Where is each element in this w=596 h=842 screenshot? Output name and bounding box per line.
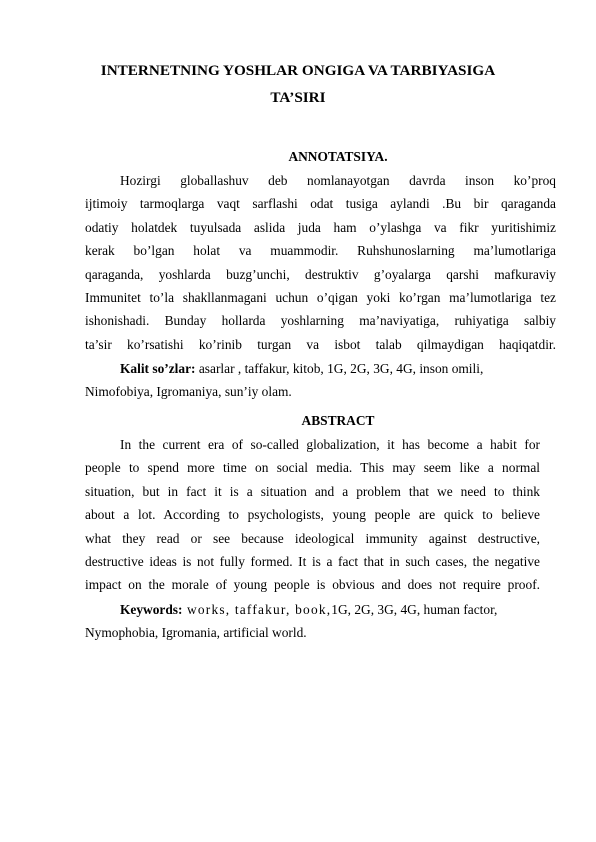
abstract-line: people to spend more time on social media. This may seem like a normal <box>85 460 540 476</box>
keywords-label-en: Keywords: <box>120 602 183 617</box>
abstract-line: situation, but in fact it is a situation and a problem that we need to think <box>85 483 540 499</box>
abstract-line: destructive ideas is not fully formed. It is a fact that in such cases, the negative <box>85 554 540 570</box>
annotation-line: Hozirgi globallashuv deb nomlanayotgan davrda inson ko’proq <box>120 173 556 188</box>
keywords-list-en: 1G, 2G, 3G, 4G, human factor, <box>331 602 498 617</box>
title-line-2: TA’SIRI <box>270 89 326 106</box>
abstract-line: what they read or see because ideological immunity against destructive, <box>85 530 540 546</box>
keywords-label-uz: Kalit so’zlar: <box>120 361 196 376</box>
abstract-heading: ABSTRACT <box>301 413 375 428</box>
annotation-line: qaraganda, yoshlarda buzg’unchi, destruktiv g’oyalarga qarshi mafkuraviy <box>85 266 556 282</box>
keywords-list-uz: asarlar , taffakur, kitob, 1G, 2G, 3G, 4G, inson omili, <box>195 361 484 376</box>
abstract-keywords <box>85 598 555 645</box>
annotation-line: ishonishadi. Bunday hollarda yoshlarning ma’naviyatiga, ruhiyatiga salbiy <box>85 313 556 329</box>
annotation-heading: ANNOTATSIYA. <box>288 149 388 164</box>
keywords-spaced: works, taffakur, book, <box>182 602 332 617</box>
abstract-line: In the current era of so-called globalization, it has become a habit for <box>120 437 540 452</box>
abstract-line: about a lot. According to psychologists, young people are quick to believe <box>85 507 540 523</box>
annotation-keywords <box>85 357 555 404</box>
abstract-line: impact on the morale of young people is obvious and does not require proof. <box>85 577 540 593</box>
keywords-list-en-cont: Nymophobia, Igromania, artificial world. <box>85 625 307 641</box>
annotation-paragraph <box>85 169 556 356</box>
annotation-line: ta’sir ko’rsatishi ko’rinib turgan va isbot talab qilmaydigan haqiqatdir. <box>85 336 556 352</box>
abstract-paragraph <box>85 433 540 597</box>
title-line-1: INTERNETNING YOSHLAR ONGIGA VA TARBIYASIGA <box>100 62 496 79</box>
annotation-line: Immunitet to’la shakllanmagani uchun o’qigan yoki ko’rgan ma’lumotlariga tez <box>85 290 556 306</box>
document-title <box>60 57 536 111</box>
annotation-line: odatiy holatdek tuyulsada aslida juda ham o’ylashga va fikr yuritishimiz <box>85 219 556 235</box>
annotation-line: ijtimoiy tarmoqlarga vaqt sarflashi odat tusiga aylandi .Bu bir qaraganda <box>85 196 556 212</box>
annotation-line: kerak bo’lgan holat va muammodir. Ruhshunoslarning ma’lumotlariga <box>85 243 556 259</box>
keywords-list-uz-cont: Nimofobiya, Igromaniya, sun’iy olam. <box>85 384 292 400</box>
